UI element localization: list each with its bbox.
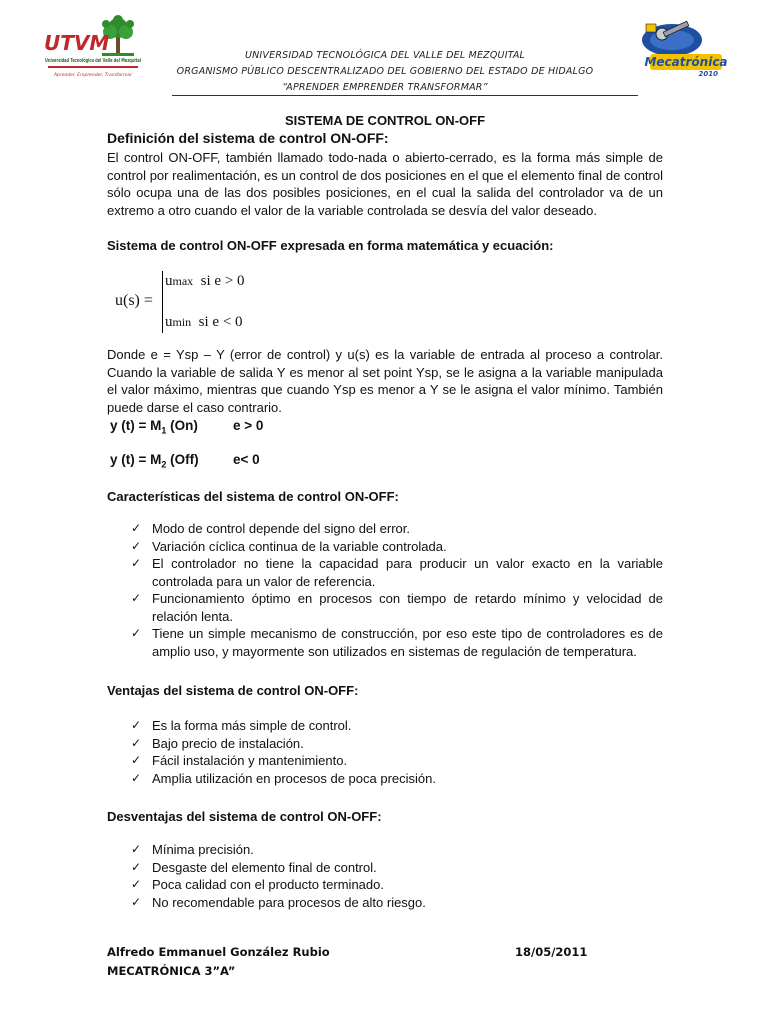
math-heading: Sistema de control ON-OFF expresada en forma matemática y ecuación: [107,238,554,253]
header-line-motto: “APRENDER EMPRENDER TRANSFORMAR” [282,82,488,93]
equation-row-max: umax si e > 0 [165,273,245,289]
check-icon: ✓ [131,718,142,732]
characteristics-list [131,520,663,660]
check-icon: ✓ [131,894,142,909]
output-condition-off: e< 0 [233,452,260,467]
control-equation [115,270,315,340]
list-item: ✓ Funcionamiento óptimo en procesos con tiempo de retardo mínimo y velocidad de relación lenta. [131,591,663,624]
check-icon: ✓ [131,877,142,891]
output-equation-off: y $(t) = M_2$ (Off) [110,452,199,470]
utvm-logo [42,14,180,80]
header-divider [172,95,638,96]
check-icon: ✓ [131,626,142,640]
mecatronica-logo [632,18,728,78]
document-title: SISTEMA DE CONTROL ON-OFF [284,113,486,128]
list-item: ✓ Modo de control depende del signo del error. [131,521,411,536]
disadvantages-list [131,841,663,911]
explanation-paragraph: Donde e = Ysp – Y (error de control) y u(s) es la variable de entrada al proceso a controlar. Cuando la variable de salida Y es menor al set point Ysp, se le asigna a la variable manipulada el valor máximo, mientras que cuando Ysp es menor a Y se le asigna el valor mínimo. También puede darse el caso contrario. [107,347,663,415]
header-line-university: UNIVERSIDAD TECNOLÓGICA DEL VALLE DEL MEZQUITAL [244,50,526,61]
check-icon: ✓ [131,735,142,750]
footer-author: Alfredo Emmanuel González Rubio [107,945,330,959]
check-icon: ✓ [131,556,142,570]
footer-group: MECATRÓNICA 3”A” [107,964,236,978]
list-item: ✓ Variación cíclica continua de la variable controlada. [131,538,447,554]
footer-date: 18/05/2011 [515,945,588,959]
list-item: ✓ Amplia utilización en procesos de poca precisión. [131,770,436,786]
list-item: ✓ El controlador no tiene la capacidad para producir un valor exacto en la variable controlada para un valor de referencia. [131,556,663,589]
utvm-logo-caption: Universidad Tecnológica del Valle del Mezquital [45,58,180,64]
list-item: ✓ Es la forma más simple de control. [131,718,352,733]
output-condition-on: e > 0 [233,418,264,433]
robot-arm-icon [642,21,702,56]
check-icon: ✓ [131,842,142,856]
list-item: ✓ Poca calidad con el producto terminado. [131,877,384,892]
list-item: ✓ Bajo precio de instalación. [131,735,304,751]
utvm-logo-motto: Aprender, Emprender, Transformar [53,73,133,78]
equation-row-min: umin si e < 0 [165,314,243,330]
advantages-list [131,717,663,787]
list-item: ✓ Mínima precisión. [131,842,254,857]
check-icon: ✓ [131,859,142,874]
list-item: ✓ Fácil instalación y mantenimiento. [131,753,348,768]
characteristics-heading: Características del sistema de control ON-OFF: [107,489,399,504]
equation-brace [162,271,163,333]
header-line-organism: ORGANISMO PÚBLICO DESCENTRALIZADO DEL GOBIERNO DEL ESTADO DE HIDALGO [176,66,594,77]
check-icon: ✓ [131,770,142,785]
check-icon: ✓ [131,753,142,767]
check-icon: ✓ [131,591,142,605]
list-item: ✓ No recomendable para procesos de alto riesgo. [131,894,426,910]
utvm-logo-text: UTVM [44,31,110,55]
equation-lhs: u(s) = [115,292,153,309]
list-item: ✓ Tiene un simple mecanismo de construcción, por eso este tipo de controladores es de amplio uso, y mayormente son utilizados en sistemas de regulación de temperatura. [131,626,663,659]
definition-heading: Definición del sistema de control ON-OFF: [107,130,389,146]
check-icon: ✓ [131,538,142,553]
mecatronica-logo-text: Mecatrónica [644,55,728,69]
mecatronica-logo-year: 2010 [698,70,718,78]
check-icon: ✓ [131,521,142,535]
advantages-heading: Ventajas del sistema de control ON-OFF: [107,683,359,698]
definition-paragraph: El control ON-OFF, también llamado todo-nada o abierto-cerrado, es la forma más simple de control por realimentación, es un control de dos posiciones en el que el elemento final de control sólo ocupa una de las dos posibles posiciones, en el cual la salida del controlador va de un extremo a otro cuando el valor de la variable controlada se desvía del valor deseado. [107,150,663,218]
disadvantages-heading: Desventajas del sistema de control ON-OFF: [107,809,382,824]
output-equation-on: y $(t) = M_1$ (On) [110,418,198,436]
list-item: ✓ Desgaste del elemento final de control. [131,859,377,875]
